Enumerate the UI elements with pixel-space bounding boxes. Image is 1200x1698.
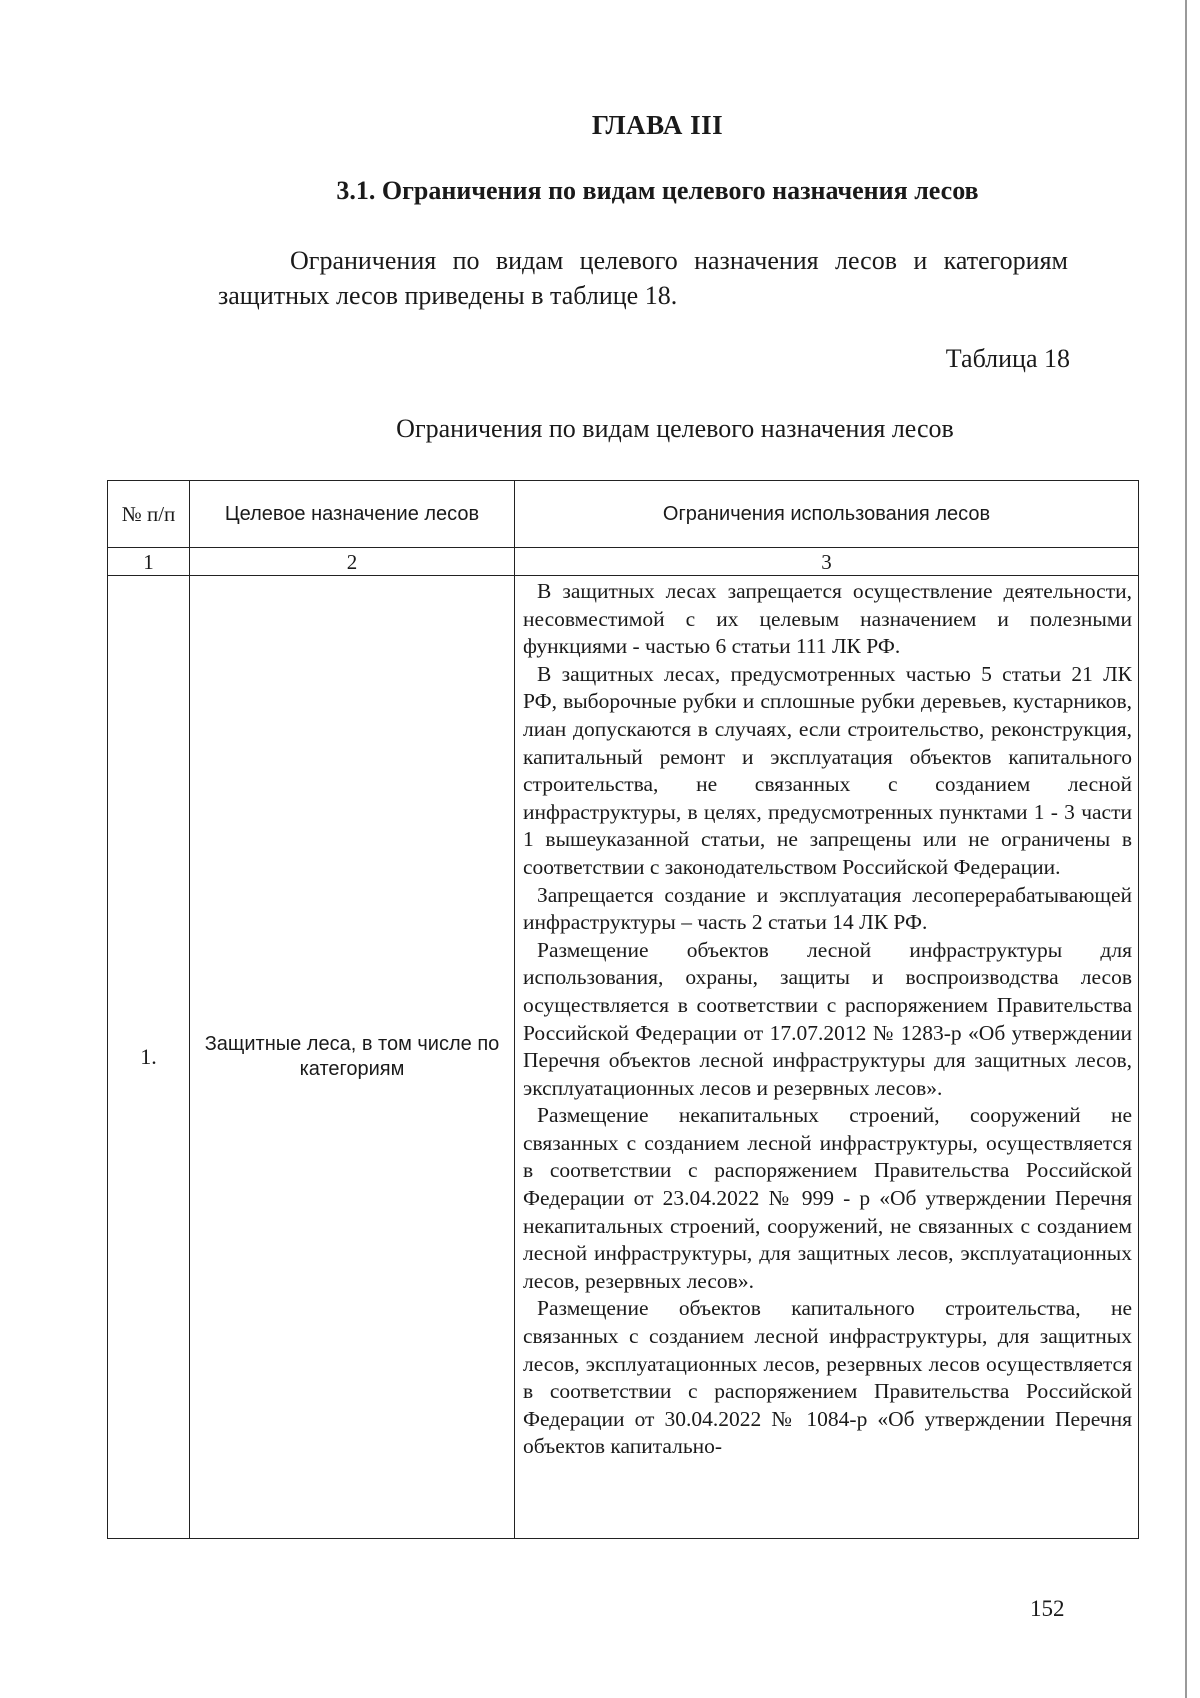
restrictions-table bbox=[107, 480, 1139, 1539]
table-title: Ограничения по видам целевого назначения лесов bbox=[396, 414, 954, 443]
restriction-paragraph: Размещение объектов лесной инфраструктуры для использования, охраны, защиты и воспроизводства лесов осуществляется в соответствии с распоряжением Правительства Российской Федерации от 17.07.2012 № 1283-р «Об утверждении Перечня объектов лесной инфраструктуры для защитных лесов, эксплуатационных лесов и резервных лесов». bbox=[523, 937, 1132, 1100]
chapter-title: ГЛАВА III bbox=[591, 110, 724, 140]
table-header-row bbox=[108, 481, 1139, 548]
column-number: 3 bbox=[515, 548, 1139, 576]
restriction-paragraph: Размещение объектов капитального строительства, не связанных с созданием лесной инфраструктуры, для защитных лесов, эксплуатационных лесов, резервных лесов осуществляется в соответствии с распоряжением Правительства Российской Федерации от 30.04.2022 № 1084-р «Об утверждении Перечня объектов капитально- bbox=[523, 1296, 1132, 1459]
section-title: 3.1. Ограничения по видам целевого назначения лесов bbox=[336, 176, 979, 205]
column-number-row bbox=[108, 548, 1139, 576]
header-restrictions: Ограничения использования лесов bbox=[515, 481, 1139, 548]
table-row bbox=[108, 576, 1139, 1539]
column-number: 2 bbox=[190, 548, 515, 576]
row-number: 1. bbox=[108, 576, 190, 1539]
table-label: Таблица 18 bbox=[945, 344, 1070, 373]
page-edge-line bbox=[1185, 0, 1187, 1698]
restriction-paragraph: Размещение некапитальных строений, сооружений не связанных с созданием лесной инфраструктуры, осуществляется в соответствии с распоряжением Правительства Российской Федерации от 23.04.2022 № 999 - р «Об утверждении Перечня некапитальных строений, сооружений, не связанных с созданием лесной инфраструктуры, для защитных лесов, эксплуатационных лесов, резервных лесов». bbox=[523, 1103, 1132, 1293]
restriction-paragraph: В защитных лесах запрещается осуществление деятельности, несовместимой с их целевым назначением и полезными функциями - частью 6 статьи 111 ЛК РФ. bbox=[523, 579, 1132, 659]
column-number: 1 bbox=[108, 548, 190, 576]
header-purpose: Целевое назначение лесов bbox=[190, 481, 515, 548]
page-number: 152 bbox=[1030, 1596, 1065, 1621]
header-num: № п/п bbox=[108, 481, 190, 548]
restriction-paragraph: Запрещается создание и эксплуатация лесоперерабатывающей инфраструктуры – часть 2 статьи 14 ЛК РФ. bbox=[523, 882, 1132, 935]
row-purpose: Защитные леса, в том числе по категориям bbox=[190, 576, 515, 1539]
row-restrictions bbox=[515, 576, 1139, 1539]
restriction-paragraph: В защитных лесах, предусмотренных частью 5 статьи 21 ЛК РФ, выборочные рубки и сплошные рубки деревьев, кустарников, лиан допускаются в случаях, если строительство, реконструкция, капитальный ремонт и эксплуатация объектов капитального строительства, не связанных с созданием лесной инфраструктуры, в целях, предусмотренных пунктами 1 - 3 части 1 вышеуказанной статьи, не запрещены или не ограничены в соответствии с законодательством Российской Федерации. bbox=[523, 661, 1132, 879]
intro-paragraph: Ограничения по видам целевого назначения лесов и категориям защитных лесов приведены в таблице 18. bbox=[218, 246, 1068, 310]
